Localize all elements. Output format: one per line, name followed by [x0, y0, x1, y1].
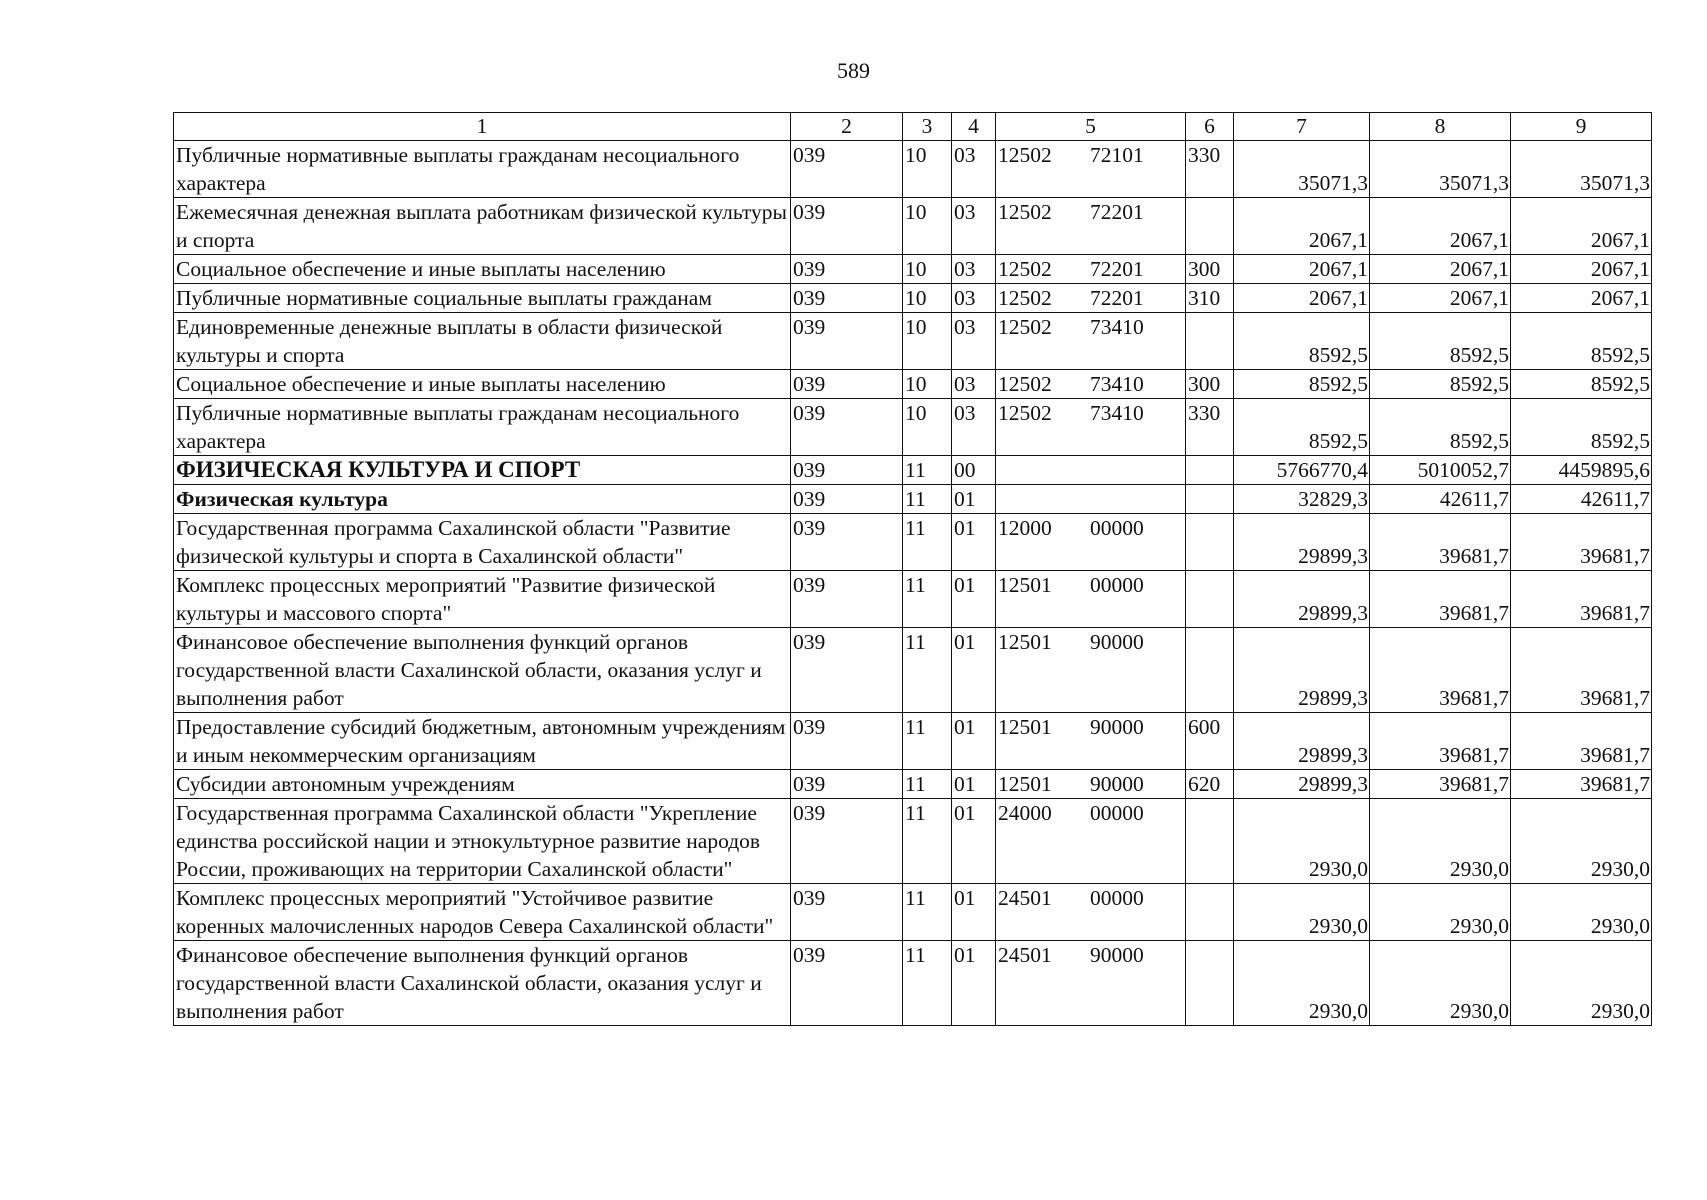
code-subsection: 03	[952, 313, 996, 370]
code-target-article	[996, 313, 1186, 370]
code-chapter: 039	[791, 255, 903, 284]
code-section: 11	[903, 713, 952, 770]
code-target-article	[996, 770, 1186, 799]
code-chapter: 039	[791, 141, 903, 198]
target-article-direction: 72101	[1090, 143, 1144, 167]
target-article-direction: 00000	[1090, 801, 1144, 825]
code-target-article	[996, 514, 1186, 571]
code-expense-type	[1186, 313, 1234, 370]
row-name: Социальное обеспечение и иные выплаты населению	[174, 370, 791, 399]
amount-col8: 2067,1	[1370, 198, 1511, 255]
amount-col8: 8592,5	[1370, 370, 1511, 399]
code-expense-type	[1186, 456, 1234, 485]
code-chapter: 039	[791, 799, 903, 884]
code-section: 10	[903, 141, 952, 198]
code-target-article	[996, 713, 1186, 770]
code-chapter: 039	[791, 941, 903, 1026]
target-article-program: 12501	[998, 772, 1052, 796]
amount-col7: 8592,5	[1234, 370, 1370, 399]
code-subsection: 03	[952, 198, 996, 255]
amount-col8: 39681,7	[1370, 770, 1511, 799]
table-row	[174, 485, 1652, 514]
column-header: 1	[174, 113, 791, 141]
amount-col7: 8592,5	[1234, 313, 1370, 370]
column-header: 4	[952, 113, 996, 141]
amount-col9: 39681,7	[1511, 628, 1652, 713]
target-article-program: 12502	[998, 143, 1052, 167]
code-expense-type	[1186, 941, 1234, 1026]
row-name: Субсидии автономным учреждениям	[174, 770, 791, 799]
code-target-article	[996, 141, 1186, 198]
code-chapter: 039	[791, 399, 903, 456]
table-row	[174, 198, 1652, 255]
target-article-direction: 73410	[1090, 315, 1144, 339]
target-article-program: 24501	[998, 886, 1052, 910]
amount-col7: 2067,1	[1234, 255, 1370, 284]
amount-col7: 29899,3	[1234, 770, 1370, 799]
target-article-direction: 72201	[1090, 257, 1144, 281]
target-article-direction: 00000	[1090, 573, 1144, 597]
code-section: 11	[903, 628, 952, 713]
column-header: 5	[996, 113, 1186, 141]
row-name: Предоставление субсидий бюджетным, автономным учреждениям и иным некоммерческим организациям	[174, 713, 791, 770]
code-expense-type	[1186, 485, 1234, 514]
code-target-article	[996, 799, 1186, 884]
table-row	[174, 770, 1652, 799]
code-target-article	[996, 571, 1186, 628]
code-expense-type: 330	[1186, 141, 1234, 198]
target-article-direction: 00000	[1090, 516, 1144, 540]
code-expense-type: 620	[1186, 770, 1234, 799]
target-article-direction: 90000	[1090, 715, 1144, 739]
column-header: 9	[1511, 113, 1652, 141]
code-chapter: 039	[791, 514, 903, 571]
code-subsection: 01	[952, 485, 996, 514]
table-row	[174, 713, 1652, 770]
amount-col8: 39681,7	[1370, 628, 1511, 713]
code-expense-type	[1186, 628, 1234, 713]
target-article-program: 12502	[998, 286, 1052, 310]
code-subsection: 01	[952, 713, 996, 770]
table-row	[174, 799, 1652, 884]
amount-col9: 2067,1	[1511, 198, 1652, 255]
column-number-row	[174, 113, 1652, 141]
target-article-direction: 72201	[1090, 200, 1144, 224]
amount-col7: 29899,3	[1234, 628, 1370, 713]
column-header: 2	[791, 113, 903, 141]
code-target-article	[996, 456, 1186, 485]
target-article-program: 12502	[998, 401, 1052, 425]
code-expense-type: 330	[1186, 399, 1234, 456]
amount-col7: 2930,0	[1234, 941, 1370, 1026]
code-section: 10	[903, 313, 952, 370]
amount-col9: 39681,7	[1511, 514, 1652, 571]
code-target-article	[996, 941, 1186, 1026]
code-chapter: 039	[791, 628, 903, 713]
amount-col9: 8592,5	[1511, 370, 1652, 399]
code-section: 10	[903, 370, 952, 399]
amount-col7: 2930,0	[1234, 884, 1370, 941]
table-row	[174, 571, 1652, 628]
amount-col8: 42611,7	[1370, 485, 1511, 514]
code-target-article	[996, 198, 1186, 255]
code-expense-type: 310	[1186, 284, 1234, 313]
amount-col8: 2930,0	[1370, 884, 1511, 941]
code-chapter: 039	[791, 770, 903, 799]
amount-col7: 32829,3	[1234, 485, 1370, 514]
code-expense-type	[1186, 514, 1234, 571]
target-article-direction: 90000	[1090, 772, 1144, 796]
amount-col7: 8592,5	[1234, 399, 1370, 456]
code-subsection: 03	[952, 399, 996, 456]
amount-col8: 39681,7	[1370, 514, 1511, 571]
code-expense-type: 300	[1186, 370, 1234, 399]
row-name: Публичные нормативные выплаты гражданам несоциального характера	[174, 399, 791, 456]
row-name: Комплекс процессных мероприятий "Развитие физической культуры и массового спорта"	[174, 571, 791, 628]
row-name: Единовременные денежные выплаты в области физической культуры и спорта	[174, 313, 791, 370]
table-row	[174, 456, 1652, 485]
amount-col7: 2930,0	[1234, 799, 1370, 884]
amount-col7: 35071,3	[1234, 141, 1370, 198]
table-row	[174, 284, 1652, 313]
target-article-program: 12000	[998, 516, 1052, 540]
code-chapter: 039	[791, 198, 903, 255]
row-name: Комплекс процессных мероприятий "Устойчивое развитие коренных малочисленных народов Севера Сахалинской области"	[174, 884, 791, 941]
code-chapter: 039	[791, 485, 903, 514]
amount-col8: 39681,7	[1370, 713, 1511, 770]
code-section: 11	[903, 770, 952, 799]
code-expense-type: 300	[1186, 255, 1234, 284]
amount-col7: 29899,3	[1234, 713, 1370, 770]
code-chapter: 039	[791, 370, 903, 399]
target-article-program: 24000	[998, 801, 1052, 825]
amount-col9: 2930,0	[1511, 941, 1652, 1026]
column-header: 8	[1370, 113, 1511, 141]
code-section: 10	[903, 255, 952, 284]
target-article-program: 12502	[998, 372, 1052, 396]
target-article-direction: 90000	[1090, 630, 1144, 654]
code-target-article	[996, 628, 1186, 713]
amount-col9: 8592,5	[1511, 313, 1652, 370]
target-article-program: 12501	[998, 630, 1052, 654]
table-row	[174, 399, 1652, 456]
code-subsection: 03	[952, 255, 996, 284]
code-subsection: 00	[952, 456, 996, 485]
page-number: 589	[837, 58, 870, 83]
table-row	[174, 628, 1652, 713]
code-expense-type	[1186, 799, 1234, 884]
amount-col9: 35071,3	[1511, 141, 1652, 198]
row-name: Финансовое обеспечение выполнения функций органов государственной власти Сахалинской области, оказания услуг и выполнения работ	[174, 941, 791, 1026]
amount-col8: 2067,1	[1370, 284, 1511, 313]
amount-col8: 2930,0	[1370, 799, 1511, 884]
amount-col8: 5010052,7	[1370, 456, 1511, 485]
code-target-article	[996, 370, 1186, 399]
code-expense-type	[1186, 198, 1234, 255]
column-header: 3	[903, 113, 952, 141]
code-section: 11	[903, 941, 952, 1026]
code-subsection: 03	[952, 370, 996, 399]
amount-col8: 8592,5	[1370, 313, 1511, 370]
code-expense-type	[1186, 571, 1234, 628]
amount-col9: 39681,7	[1511, 770, 1652, 799]
row-name: Государственная программа Сахалинской области "Укрепление единства российской нации и этнокультурное развитие народов России, проживающих на территории Сахалинской области"	[174, 799, 791, 884]
target-article-program: 12501	[998, 715, 1052, 739]
amount-col8: 2930,0	[1370, 941, 1511, 1026]
amount-col9: 2067,1	[1511, 255, 1652, 284]
code-target-article	[996, 255, 1186, 284]
amount-col7: 2067,1	[1234, 284, 1370, 313]
table-row	[174, 255, 1652, 284]
row-name: Публичные нормативные социальные выплаты гражданам	[174, 284, 791, 313]
code-section: 11	[903, 884, 952, 941]
code-section: 11	[903, 456, 952, 485]
code-section: 10	[903, 198, 952, 255]
amount-col9: 2067,1	[1511, 284, 1652, 313]
amount-col9: 42611,7	[1511, 485, 1652, 514]
code-subsection: 01	[952, 514, 996, 571]
code-target-article	[996, 284, 1186, 313]
code-chapter: 039	[791, 884, 903, 941]
code-chapter: 039	[791, 456, 903, 485]
code-section: 11	[903, 485, 952, 514]
column-header: 7	[1234, 113, 1370, 141]
target-article-direction: 73410	[1090, 372, 1144, 396]
code-subsection: 01	[952, 799, 996, 884]
code-target-article	[996, 485, 1186, 514]
amount-col9: 4459895,6	[1511, 456, 1652, 485]
row-name: Социальное обеспечение и иные выплаты населению	[174, 255, 791, 284]
table-row	[174, 370, 1652, 399]
amount-col7: 29899,3	[1234, 514, 1370, 571]
code-subsection: 01	[952, 941, 996, 1026]
amount-col7: 5766770,4	[1234, 456, 1370, 485]
row-name: Ежемесячная денежная выплата работникам физической культуры и спорта	[174, 198, 791, 255]
row-name: ФИЗИЧЕСКАЯ КУЛЬТУРА И СПОРТ	[174, 456, 791, 485]
target-article-direction: 90000	[1090, 943, 1144, 967]
row-name: Публичные нормативные выплаты гражданам несоциального характера	[174, 141, 791, 198]
code-expense-type: 600	[1186, 713, 1234, 770]
code-chapter: 039	[791, 713, 903, 770]
code-section: 10	[903, 284, 952, 313]
budget-table	[173, 112, 1652, 1026]
target-article-program: 12501	[998, 573, 1052, 597]
amount-col9: 2930,0	[1511, 884, 1652, 941]
code-subsection: 03	[952, 141, 996, 198]
code-subsection: 01	[952, 628, 996, 713]
code-subsection: 01	[952, 884, 996, 941]
amount-col8: 35071,3	[1370, 141, 1511, 198]
code-section: 11	[903, 571, 952, 628]
code-target-article	[996, 884, 1186, 941]
row-name: Государственная программа Сахалинской области "Развитие физической культуры и спорта в Сахалинской области"	[174, 514, 791, 571]
amount-col9: 8592,5	[1511, 399, 1652, 456]
row-name: Физическая культура	[174, 485, 791, 514]
target-article-direction: 72201	[1090, 286, 1144, 310]
target-article-program: 24501	[998, 943, 1052, 967]
code-target-article	[996, 399, 1186, 456]
amount-col8: 39681,7	[1370, 571, 1511, 628]
target-article-program: 12502	[998, 315, 1052, 339]
code-section: 11	[903, 799, 952, 884]
amount-col7: 29899,3	[1234, 571, 1370, 628]
code-subsection: 03	[952, 284, 996, 313]
target-article-program: 12502	[998, 257, 1052, 281]
code-chapter: 039	[791, 284, 903, 313]
row-name: Финансовое обеспечение выполнения функций органов государственной власти Сахалинской области, оказания услуг и выполнения работ	[174, 628, 791, 713]
code-chapter: 039	[791, 313, 903, 370]
code-section: 10	[903, 399, 952, 456]
code-chapter: 039	[791, 571, 903, 628]
table-row	[174, 313, 1652, 370]
amount-col7: 2067,1	[1234, 198, 1370, 255]
amount-col9: 39681,7	[1511, 713, 1652, 770]
column-header: 6	[1186, 113, 1234, 141]
table-row	[174, 141, 1652, 198]
table-row	[174, 941, 1652, 1026]
target-article-program: 12502	[998, 200, 1052, 224]
code-subsection: 01	[952, 770, 996, 799]
amount-col8: 8592,5	[1370, 399, 1511, 456]
code-expense-type	[1186, 884, 1234, 941]
target-article-direction: 73410	[1090, 401, 1144, 425]
target-article-direction: 00000	[1090, 886, 1144, 910]
table-row	[174, 884, 1652, 941]
code-subsection: 01	[952, 571, 996, 628]
amount-col9: 2930,0	[1511, 799, 1652, 884]
amount-col9: 39681,7	[1511, 571, 1652, 628]
code-section: 11	[903, 514, 952, 571]
table-row	[174, 514, 1652, 571]
amount-col8: 2067,1	[1370, 255, 1511, 284]
